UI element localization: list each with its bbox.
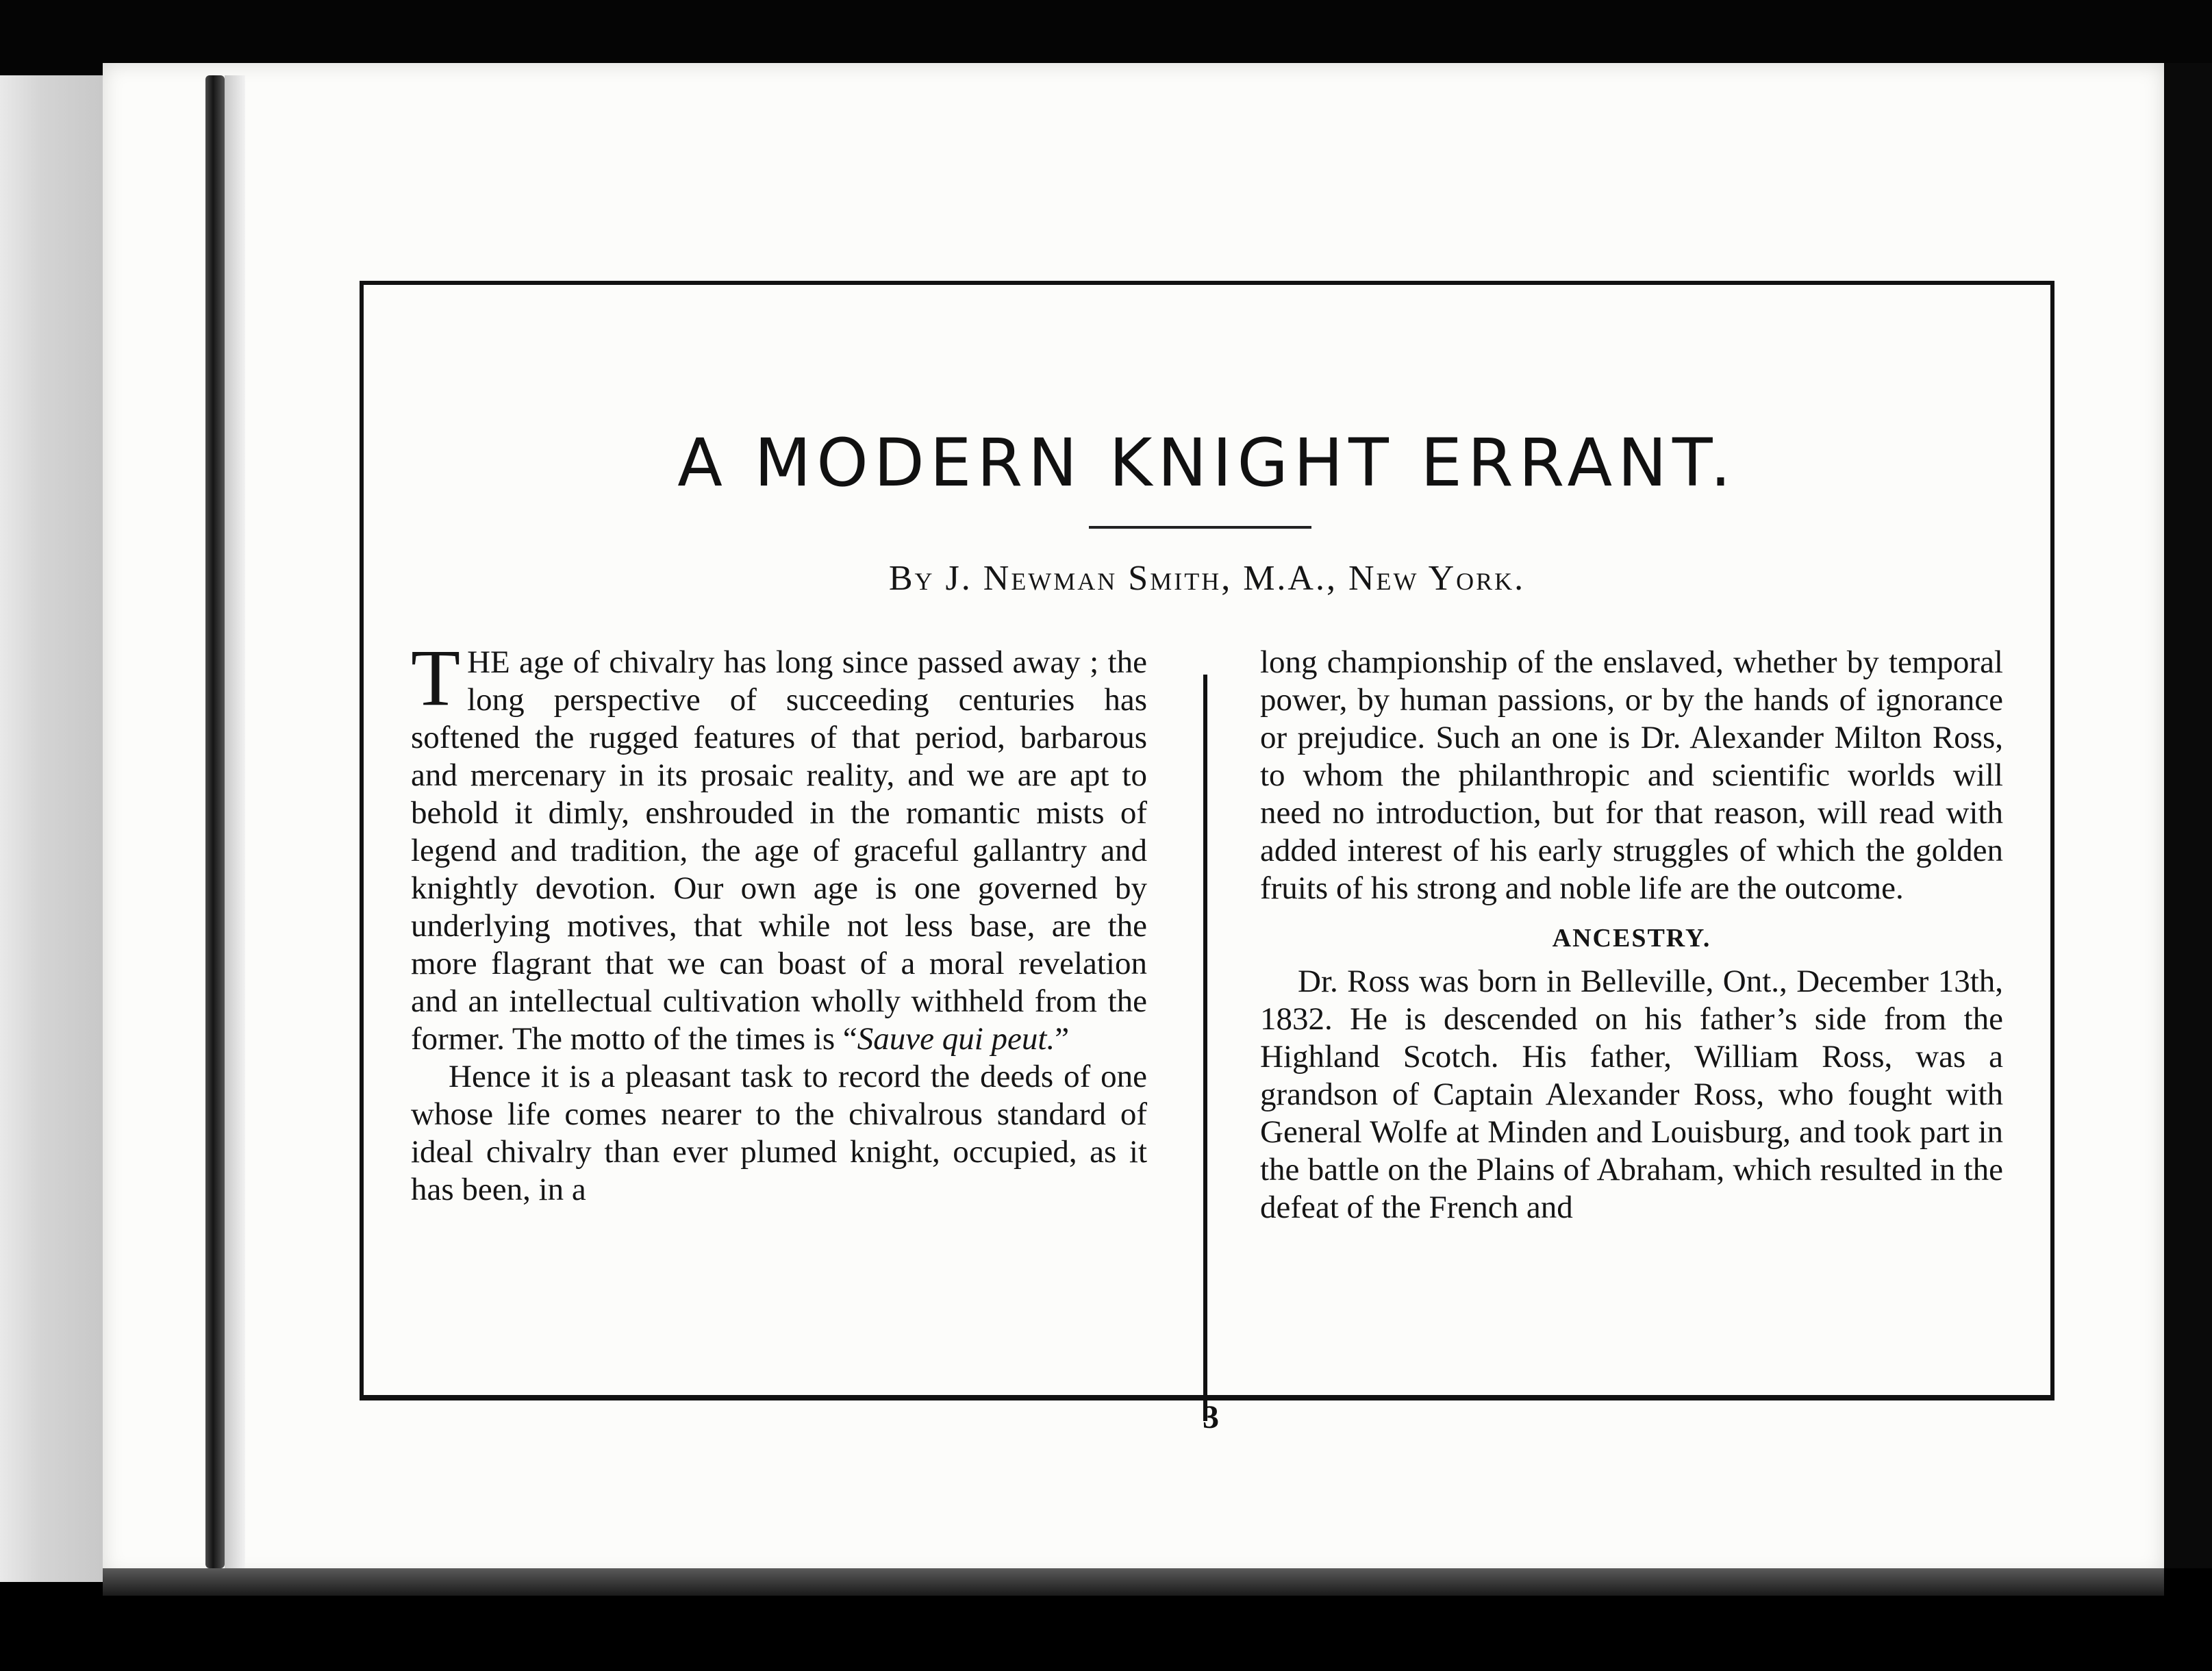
spine-gutter — [225, 75, 245, 1568]
facing-page-edge — [0, 75, 103, 1582]
section-heading: ANCESTRY. — [1552, 924, 1711, 953]
left-paragraph-1 — [411, 633, 1147, 1058]
page-number: 3 — [1203, 1399, 1219, 1435]
page-bottom-edge — [103, 1568, 2164, 1596]
right-column — [1260, 644, 2003, 1227]
motto: Sauve qui peut. — [857, 1021, 1055, 1057]
right-paragraph-2: Dr. Ross was born in Belleville, Ont., December 13th, 1832. He is descended on his father’s side from the Highland Scotch. His father, William Ross, was a grandson of Captain Alexander Ross, who fought with General Wolfe at Minden and Louisburg, and took part in the battle on the Plains of Abraham, which resulted in the defeat of the French and — [1260, 964, 2003, 1225]
left-column — [411, 633, 1147, 1209]
page-title: A MODERN KNIGHT ERRANT. — [677, 425, 1737, 501]
left-paragraph-1-text: HE age of chivalry has long since passed away ; the long perspective of succeeding centuries has softened the rugged features of that period, barbarous and mercenary in its prosaic reality, and we are apt to behold it dimly, enshrouded in the romantic mists of legend and tradition, the age of graceful gallantry and knightly devotion. Our own age is one governed by underlying motives, that while not less base, are the more flagrant that we can boast of a moral revelation and an intellectual cultivation wholly withheld from the former. The motto of the times is “ — [411, 644, 1147, 1057]
title-rule — [1089, 526, 1311, 529]
right-paragraph-1: long championship of the enslaved, whether by temporal power, by human passions, or by the hands of ignorance or prejudice. Such an one is Dr. Alexander Milton Ross, to whom the philanthropic and scientific worlds will need no introduction, but for that reason, will read with added interest of his early struggles of which the golden fruits of his strong and noble life are the outcome. — [1260, 644, 2003, 906]
left-paragraph-2: Hence it is a pleasant task to record the deeds of one whose life comes nearer to the chivalrous standard of ideal chivalry than ever plumed knight, occupied, as it has been, in a — [411, 1059, 1147, 1207]
left-paragraph-1-end: ” — [1055, 1021, 1070, 1057]
drop-cap: T — [411, 633, 461, 723]
byline: By J. Newman Smith, M.A., New York. — [888, 559, 1526, 598]
column-divider — [1203, 675, 1207, 1421]
book-spine — [205, 75, 225, 1568]
scan-border-right — [2157, 63, 2212, 1604]
